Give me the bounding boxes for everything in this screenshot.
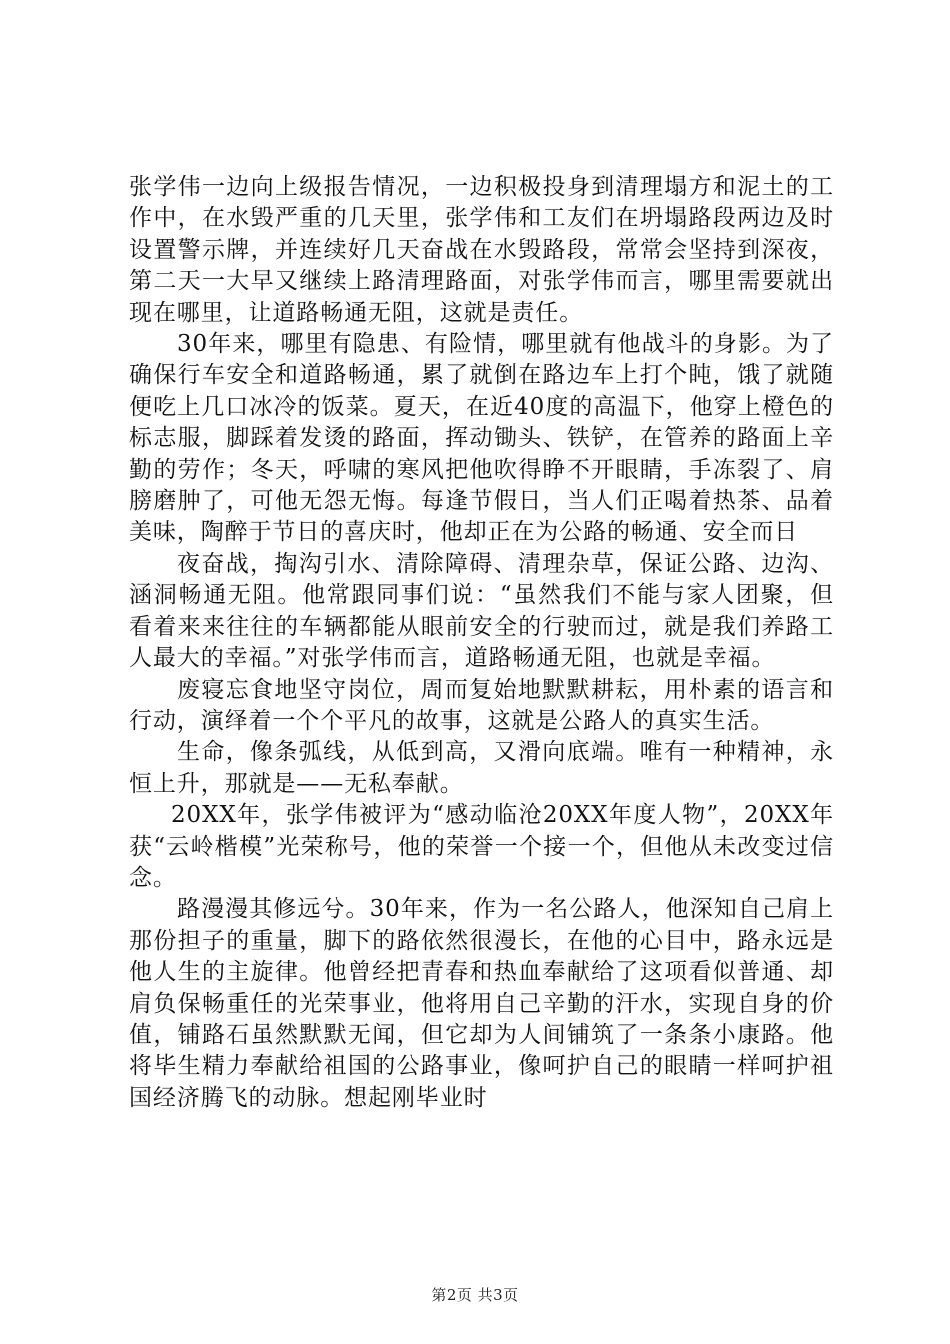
paragraph-6: 20XX年，张学伟被评为“感动临沧20XX年度人物”，20XX年获“云岭楷模”光荣称号，他的荣誉一个接一个，但他从未改变过信念。 [129,802,834,891]
paragraph-2: 30年来，哪里有隐患、有险情，哪里就有他战斗的身影。为了确保行车安全和道路畅通，累了就倒在路边车上打个盹，饿了就随便吃上几口冰冷的饭菜。夏天，在近40度的高温下，他穿上橙色的标志服，脚踩着发烫的路面，挥动锄头、铁铲，在管养的路面上辛勤的劳作；冬天，呼啸的寒风把他吹得睁不开眼睛，手冻裂了、肩膀磨肿了，可他无怨无悔。每逢节假日，当人们正喝着热茶、品着美味，陶醉于节日的喜庆时，他却正在为公路的畅通、安全而日 [129,331,834,546]
paragraph-5: 生命，像条弧线，从低到高，又滑向底端。唯有一种精神，永恒上升，那就是——无私奉献。 [129,739,834,797]
document-body [129,172,834,1114]
paragraph-3: 夜奋战，掏沟引水、清除障碍、清理杂草，保证公路、边沟、涵洞畅通无阻。他常跟同事们说：“虽然我们不能与家人团聚，但看着来来往往的车辆都能从眼前安全的行驶而过，就是我们养路工人最大的幸福。”对张学伟而言，道路畅通无阻，也就是幸福。 [129,550,834,672]
paragraph-1: 张学伟一边向上级报告情况，一边积极投身到清理塌方和泥土的工作中，在水毁严重的几天里，张学伟和工友们在坍塌路段两边及时设置警示牌，并连续好几天奋战在水毁路段，常常会坚持到深夜，第二天一大早又继续上路清理路面，对张学伟而言，哪里需要就出现在哪里，让道路畅通无阻，这就是责任。 [129,174,834,326]
paragraph-4: 废寝忘食地坚守岗位，周而复始地默默耕耘，用朴素的语言和行动，演绎着一个个平凡的故事，这就是公路人的真实生活。 [129,676,834,734]
paragraph-7: 路漫漫其修远兮。30年来，作为一名公路人，他深知自己肩上那份担子的重量，脚下的路依然很漫长，在他的心目中，路永远是他人生的主旋律。他曾经把青春和热血奉献给了这项看似普通、却肩负保畅重任的光荣事业，他将用自己辛勤的汗水，实现自身的价值，铺路石虽然默默无闻，但它却为人间铺筑了一条条小康路。他将毕生精力奉献给祖国的公路事业，像呵护自己的眼睛一样呵护祖国经济腾飞的动脉。想起刚毕业时 [129,896,834,1111]
page-number-footer: 第2页 共3页 [431,1286,519,1304]
